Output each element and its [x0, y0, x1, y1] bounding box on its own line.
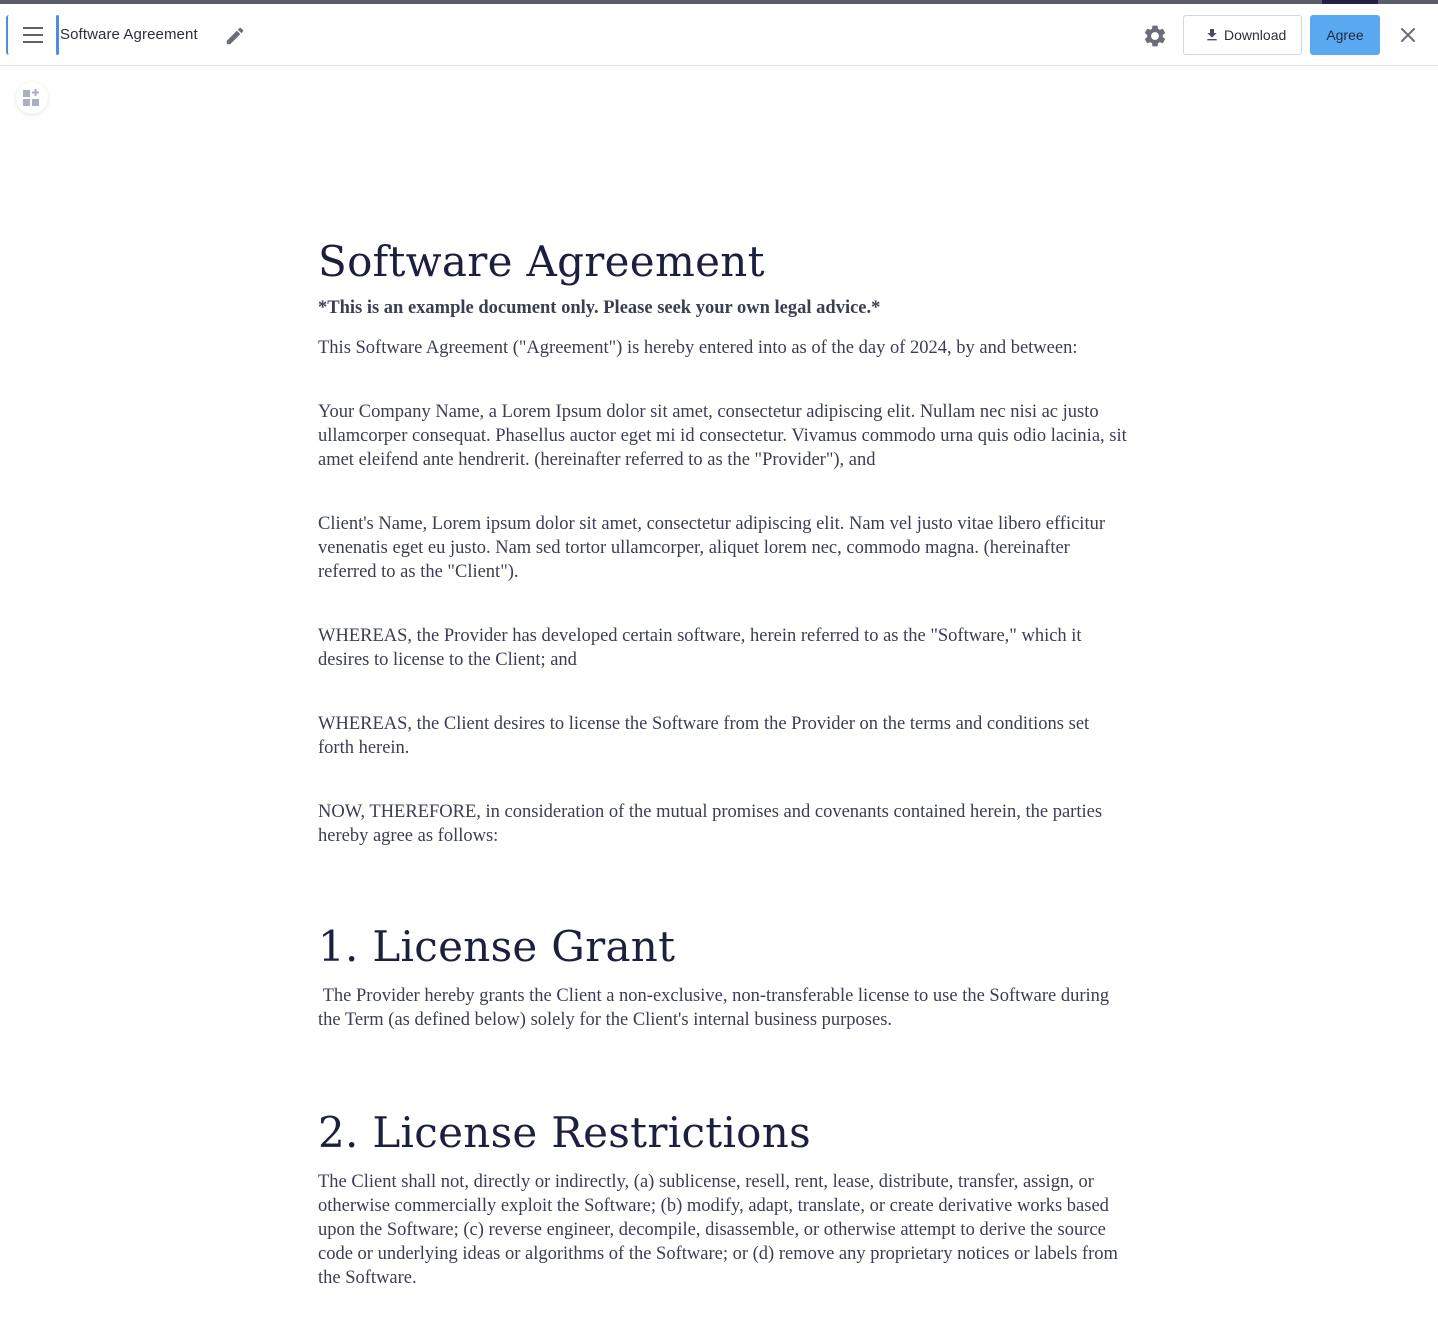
menu-icon — [23, 27, 43, 29]
edit-icon[interactable] — [224, 25, 246, 47]
menu-icon-bar — [23, 34, 43, 36]
close-icon[interactable] — [1396, 23, 1420, 47]
disclaimer-text: *This is an example document only. Please seek your own legal advice.* — [318, 298, 881, 318]
document-body — [318, 230, 1128, 1290]
menu-button[interactable] — [6, 15, 56, 55]
provider-paragraph: Your Company Name, a Lorem Ipsum dolor sit amet, consectetur adipiscing elit. Nullam nec nisi ac justo ullamcorper consequat. Phasellus auctor eget mi id consectetur. Vivamus commodo urna quis odio lacinia, sit amet eleifend ante hendrerit. (hereinafter referred to as the "Provider"), and — [318, 402, 1127, 470]
download-button-label: Download — [1224, 27, 1287, 43]
now-therefore-paragraph: NOW, THEREFORE, in consideration of the mutual promises and covenants contained herein, the parties hereby agree as follows: — [318, 802, 1103, 846]
document-title[interactable]: Software Agreement — [60, 26, 198, 43]
document-heading: Software Agreement — [318, 237, 765, 286]
agree-button[interactable]: Agree — [1310, 15, 1380, 55]
app-header — [0, 4, 1438, 66]
client-paragraph: Client's Name, Lorem ipsum dolor sit amet, consectetur adipiscing elit. Nam vel justo vitae libero efficitur venenatis eget eu justo. Nam sed tortor ullamcorper, aliquet lorem nec, commodo magna. (hereinafter referred to as the "Client"). — [318, 514, 1105, 582]
menu-icon-bar — [23, 41, 43, 43]
section-heading-license-restrictions: 2. License Restrictions — [318, 1108, 811, 1157]
section-heading-license-grant: 1. License Grant — [318, 922, 676, 971]
intro-paragraph: This Software Agreement ("Agreement") is hereby entered into as of the day of 2024, by and between: — [318, 338, 1078, 358]
whereas-paragraph-1: WHEREAS, the Provider has developed certain software, herein referred to as the "Software," which it desires to license to the Client; and — [318, 626, 1082, 670]
download-icon — [1204, 27, 1220, 43]
section-body-license-restrictions: The Client shall not, directly or indirectly, (a) sublicense, resell, rent, lease, distribute, transfer, assign, or otherwise commercially exploit the Software; (b) modify, adapt, translate, or create derivative works based upon the Software; (c) reverse engineer, decompile, disassemble, or otherwise attempt to derive the source code or underlying ideas or algorithms of the Software; or (d) remove any proprietary notices or labels from the Software. — [318, 1172, 1118, 1288]
section-body-license-grant: The Provider hereby grants the Client a non-exclusive, non-transferable license to use the Software during the Term (as defined below) solely for the Client's internal business purposes. — [318, 986, 1114, 1030]
whereas-paragraph-2: WHEREAS, the Client desires to license the Software from the Provider on the terms and conditions set forth herein. — [318, 714, 1090, 758]
add-widget-icon — [22, 88, 42, 108]
gear-icon[interactable] — [1142, 23, 1168, 49]
download-button[interactable] — [1183, 15, 1302, 55]
add-widget-button[interactable] — [16, 82, 48, 114]
